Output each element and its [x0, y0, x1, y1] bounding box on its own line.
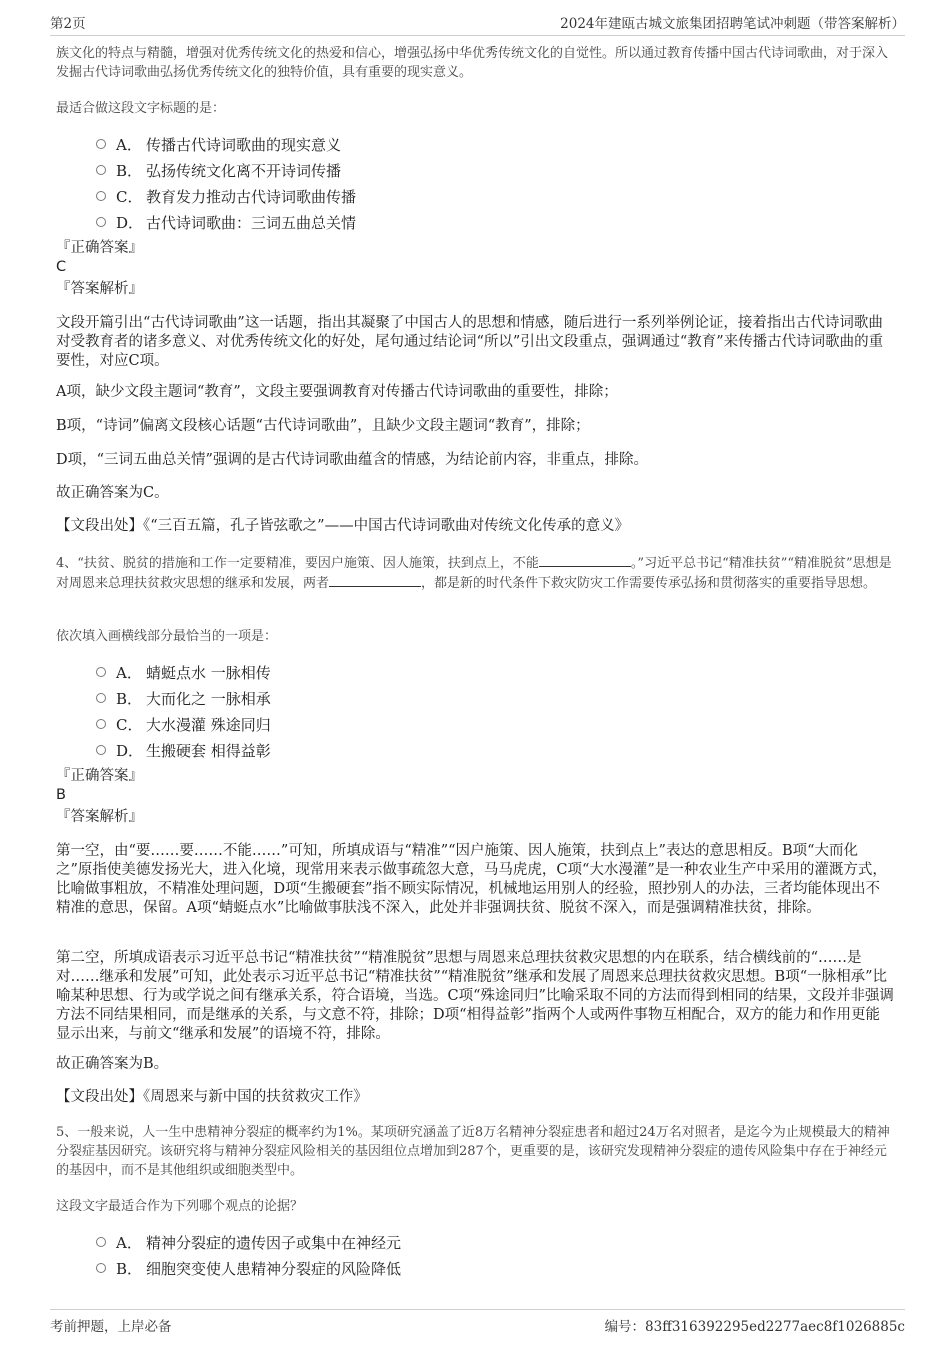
- radio-icon[interactable]: [96, 719, 106, 729]
- q3-analysis-1: 文段开篇引出“古代诗词歌曲”这一话题，指出其凝聚了中国古人的思想和情感，随后进行一系列举例论证，接着指出古代诗词歌曲对受教育者的诸多意义、对优秀传统文化的好处，尾句通过结论词“所以”引出文段重点，强调通过“教育”来传播古代诗词歌曲的重要性，对应C项。: [56, 315, 884, 369]
- q4-source: 【文段出处】《周恩来与新中国的扶贫救灾工作》: [56, 1089, 368, 1105]
- q3-option-d[interactable]: [96, 211, 356, 233]
- option-letter: A．: [116, 1233, 142, 1252]
- q3-option-b[interactable]: [96, 159, 341, 181]
- option-letter: D．: [116, 213, 144, 232]
- q4-option-d[interactable]: [96, 739, 271, 761]
- q3-source: 【文段出处】《“三百五篇，孔子皆弦歌之”——中国古代诗词歌曲对传统文化传承的意义》: [56, 518, 630, 534]
- option-text: 精神分裂症的遗传因子或集中在神经元: [146, 1233, 402, 1252]
- q3-option-c[interactable]: [96, 185, 356, 207]
- q4-answer: B: [56, 787, 66, 803]
- radio-icon[interactable]: [96, 1237, 106, 1247]
- q4-option-b[interactable]: [96, 687, 271, 709]
- option-text: 细胞突变使人患精神分裂症的风险降低: [146, 1259, 402, 1278]
- option-text: 生搬硬套 相得益彰: [146, 741, 271, 760]
- radio-icon[interactable]: [96, 139, 106, 149]
- q3-passage: 族文化的特点与精髓，增强对优秀传统文化的热爱和信心，增强弘扬中华优秀传统文化的自觉性。所以通过教育传播中国古代诗词歌曲，对于深入发掘古代诗词歌曲弘扬优秀传统文化的独特价值，具有重要的现实意义。: [56, 46, 889, 80]
- radio-icon[interactable]: [96, 745, 106, 755]
- q4-prompt: 依次填入画横线部分最恰当的一项是：: [56, 629, 278, 644]
- option-letter: C．: [116, 187, 143, 206]
- q3-answer-label: 『正确答案』: [56, 240, 143, 256]
- q5-prompt: 这段文字最适合作为下列哪个观点的论据？: [56, 1199, 304, 1214]
- document-id: 编号：83ff316392295ed2277aec8f1026885c: [604, 1319, 905, 1335]
- option-text: 蜻蜓点水 一脉相传: [146, 663, 271, 682]
- option-text: 弘扬传统文化离不开诗词传播: [146, 161, 342, 180]
- q5-stem: 5、一般来说，人一生中患精神分裂症的概率约为1%。某项研究涵盖了近8万名精神分裂症患者和超过24万名对照者，是迄今为止规模最大的精神分裂症基因研究。该研究将与精神分裂症风险相关的基因组位点增加到287个，更重要的是，该研究发现精神分裂症的遗传风险集中存在于神经元的基因中，而不是其他组织或细胞类型中。: [56, 1125, 890, 1178]
- q4-stem-part3: ，都是新的时代条件下救灾防灾工作需要传承弘扬和贯彻落实的重要指导思想。: [421, 576, 877, 591]
- q5-option-b[interactable]: [96, 1257, 401, 1279]
- blank-2: [329, 573, 421, 587]
- radio-icon[interactable]: [96, 165, 106, 175]
- q3-prompt: 最适合做这段文字标题的是：: [56, 101, 226, 116]
- q3-analysis-2: A项，缺少文段主题词“教育”，文段主要强调教育对传播古代诗词歌曲的重要性，排除；: [56, 384, 618, 400]
- page-footer: [50, 1309, 905, 1335]
- option-letter: B．: [116, 161, 143, 180]
- q3-analysis-3: B项，“诗词”偏离文段核心话题“古代诗词歌曲”，且缺少文段主题词“教育”，排除；: [56, 418, 590, 434]
- q3-option-a[interactable]: [96, 133, 341, 155]
- option-text: 大水漫灌 殊途同归: [146, 715, 271, 734]
- radio-icon[interactable]: [96, 667, 106, 677]
- option-text: 古代诗词歌曲：三词五曲总关情: [146, 213, 357, 232]
- q3-analysis-label: 『答案解析』: [56, 281, 143, 297]
- document-title: 2024年建瓯古城文旅集团招聘笔试冲刺题（带答案解析）: [560, 16, 905, 32]
- q4-stem-part2: 。”习近平总书记“精准扶贫”“精准脱贫”思想是对周恩来总理扶贫救灾思想的继承和发展，两者: [56, 556, 892, 591]
- blank-1: [539, 553, 631, 567]
- option-letter: B．: [116, 689, 143, 708]
- option-letter: A．: [116, 135, 142, 154]
- q4-conclusion: 故正确答案为B。: [56, 1056, 169, 1072]
- option-letter: B．: [116, 1259, 143, 1278]
- q3-conclusion: 故正确答案为C。: [56, 485, 169, 501]
- q3-analysis-4: D项，“三词五曲总关情”强调的是古代诗词歌曲蕴含的情感，为结论前内容，非重点，排除。: [56, 452, 648, 468]
- q4-analysis-1: 第一空，由“要……要……不能……”可知，所填成语与“精准”“因户施策、因人施策，扶到点上”表达的意思相反。B项“大而化之”原指使美德发扬光大，进入化境，现常用来表示做事疏忽大意，马马虎虎，C项“大水漫灌”是一种农业生产中采用的灌溉方式，比喻做事粗放，不精准处理问题，D项“生搬硬套”指不顾实际情况，机械地运用别人的经验，照抄别人的办法，三者均能体现出不精准的意思，保留。A项“蜻蜓点水”比喻做事肤浅不深入，此处并非强调扶贫、脱贫不深入，而是强调精准扶贫，排除。: [56, 843, 887, 916]
- option-text: 教育发力推动古代诗词歌曲传播: [146, 187, 357, 206]
- radio-icon[interactable]: [96, 693, 106, 703]
- q4-option-c[interactable]: [96, 713, 271, 735]
- q3-answer: C: [56, 259, 67, 275]
- radio-icon[interactable]: [96, 217, 106, 227]
- page-number: 第2页: [50, 16, 86, 32]
- footer-slogan: 考前押题，上岸必备: [50, 1319, 172, 1335]
- q4-analysis-label: 『答案解析』: [56, 809, 143, 825]
- q4-stem: [56, 553, 894, 593]
- q4-stem-part1: 4、“扶贫、脱贫的措施和工作一定要精准，要因户施策、因人施策，扶到点上，不能: [56, 556, 539, 571]
- option-text: 大而化之 一脉相承: [146, 689, 271, 708]
- q4-answer-label: 『正确答案』: [56, 768, 143, 784]
- option-letter: D．: [116, 741, 144, 760]
- q4-option-a[interactable]: [96, 661, 271, 683]
- option-letter: A．: [116, 663, 142, 682]
- option-text: 传播古代诗词歌曲的现实意义: [146, 135, 342, 154]
- radio-icon[interactable]: [96, 191, 106, 201]
- q5-option-a[interactable]: [96, 1231, 401, 1253]
- option-letter: C．: [116, 715, 143, 734]
- radio-icon[interactable]: [96, 1263, 106, 1273]
- q4-analysis-2: 第二空，所填成语表示习近平总书记“精准扶贫”“精准脱贫”思想与周恩来总理扶贫救灾思想的内在联系，结合横线前的“……是对……继承和发展”可知，此处表示习近平总书记“精准扶贫”“精准脱贫”继承和发展了周恩来总理扶贫救灾思想。B项“一脉相承”比喻某种思想、行为或学说之间有继承关系，符合语境，当选。C项“殊途同归”比喻采取不同的方法而得到相同的结果，文段并非强调方法不同结果相同，而是继承的关系，与文意不符，排除；D项“相得益彰”指两个人或两件事物互相配合，双方的能力和作用更能显示出来，与前文“继承和发展”的语境不符，排除。: [56, 950, 894, 1042]
